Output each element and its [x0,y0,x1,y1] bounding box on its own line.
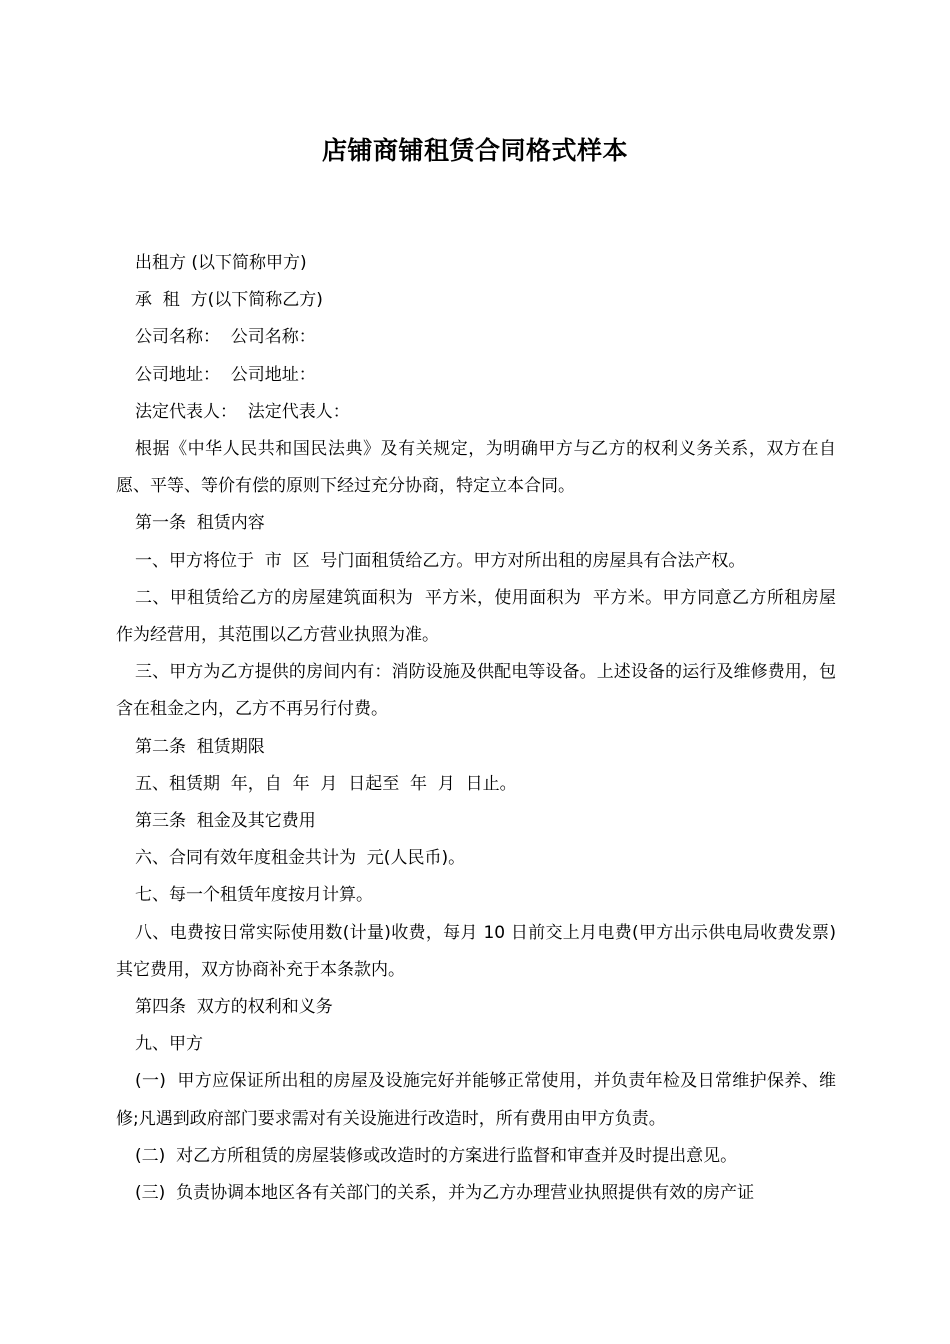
article-heading: 第四条 双方的权利和义务 [135,997,333,1018]
clause-paragraph: 三、甲方为乙方提供的房间内有：消防设施及供配电等设备。上述设备的运行及维修费用，包含在租金之内，乙方不再另行付费。 [116,662,836,720]
document-title: 店铺商铺租赁合同格式样本 [321,136,628,165]
company-name-line: 公司名称： 公司名称： [135,327,316,348]
section-heading: 九、甲方 [135,1034,203,1055]
sub-clause-paragraph: (一) 甲方应保证所出租的房屋及设施完好并能够正常使用，并负责年检及日常维护保养、维修;凡遇到政府部门要求需对有关设施进行改造时，所有费用由甲方负责。 [116,1071,836,1129]
sub-clause-paragraph: (三) 负责协调本地区各有关部门的关系，并为乙方办理营业执照提供有效的房产证 [135,1183,755,1204]
sub-clause-paragraph: (二) 对乙方所租赁的房屋装修或改造时的方案进行监督和审查并及时提出意见。 [135,1145,738,1166]
article-heading: 第二条 租赁期限 [135,736,265,757]
clause-paragraph: 七、每一个租赁年度按月计算。 [135,885,373,906]
clause-paragraph: 六、合同有效年度租金共计为 元(人民币)。 [135,848,466,869]
legal-representative-line: 法定代表人： 法定代表人： [135,401,350,422]
document-body [116,245,836,1212]
clause-paragraph: 八、电费按日常实际使用数(计量)收费，每月 10 日前交上月电费(甲方出示供电局收费发票)其它费用，双方协商补充于本条款内。 [116,922,836,980]
clause-paragraph: 一、甲方将位于 市 区 号门面租赁给乙方。甲方对所出租的房屋具有合法产权。 [135,550,746,571]
company-address-line: 公司地址： 公司地址： [135,364,316,385]
party-a-line: 出租方 (以下简称甲方) [135,253,307,273]
preamble-paragraph: 根据《中华人民共和国民法典》及有关规定，为明确甲方与乙方的权利义务关系，双方在自愿、平等、等价有偿的原则下经过充分协商，特定立本合同。 [116,439,836,497]
party-b-line: 承 租 方(以下简称乙方) [135,290,323,311]
clause-paragraph: 五、租赁期 年，自 年 月 日起至 年 月 日止。 [135,773,517,794]
article-heading: 第一条 租赁内容 [135,513,265,534]
article-heading: 第三条 租金及其它费用 [135,811,316,832]
clause-paragraph: 二、甲租赁给乙方的房屋建筑面积为 平方米，使用面积为 平方米。甲方同意乙方所租房屋作为经营用，其范围以乙方营业执照为准。 [116,587,836,646]
